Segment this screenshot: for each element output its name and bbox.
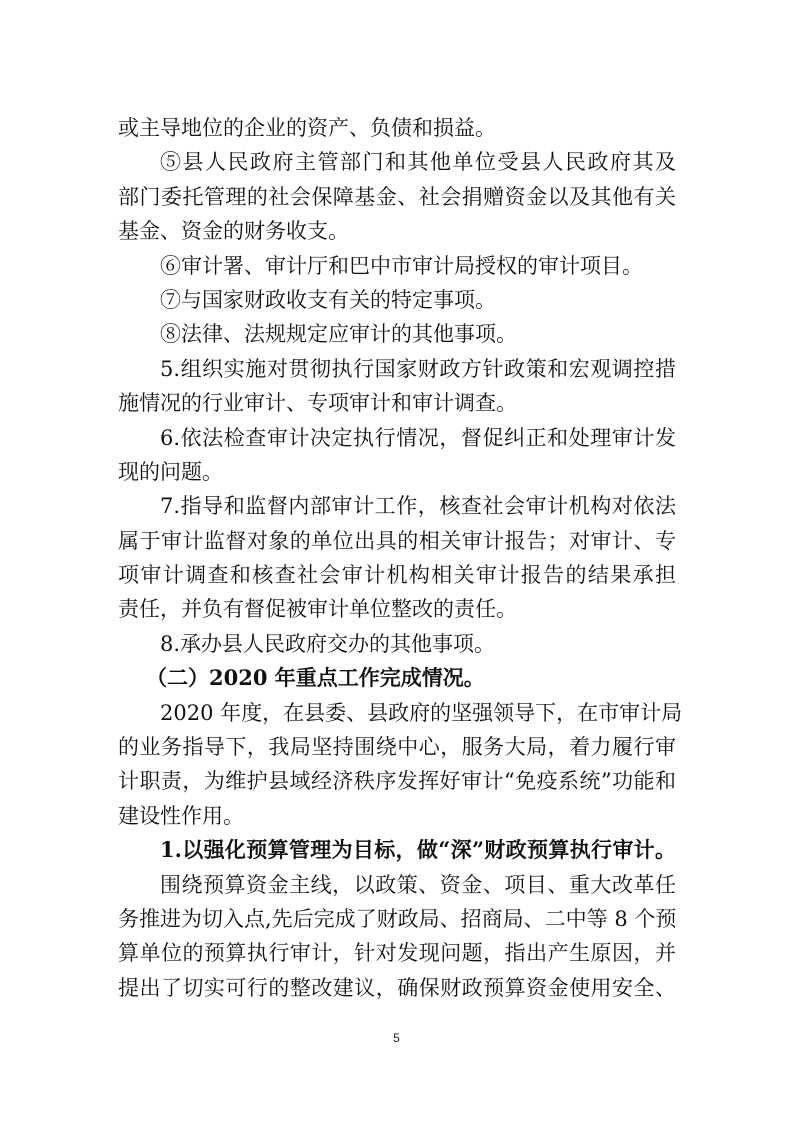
paragraph-line: 8.承办县人民政府交办的其他事项。 bbox=[160, 631, 496, 656]
subsection-heading: 1.以强化预算管理为目标，做“深”财政预算执行审计。 bbox=[160, 837, 676, 863]
paragraph-line: 5.组织实施对贯彻执行国家财政方针政策和宏观调控措 bbox=[160, 356, 676, 381]
paragraph-line: ⑥审计署、审计厅和巴中市审计局授权的审计项目。 bbox=[160, 253, 643, 278]
paragraph-line: 施情况的行业审计、专项审计和审计调查。 bbox=[118, 391, 517, 416]
paragraph-line: ⑧法律、法规规定应审计的其他事项。 bbox=[160, 322, 517, 347]
paragraph-line: 的业务指导下，我局坚持围绕中心，服务大局，着力履行审 bbox=[118, 735, 676, 760]
paragraph-line: 或主导地位的企业的资产、负债和损益。 bbox=[118, 116, 496, 140]
document-body bbox=[118, 111, 683, 1005]
page-number: 5 bbox=[393, 1031, 400, 1045]
paragraph-line: 算单位的预算执行审计，针对发现问题，指出产生原因，并 bbox=[118, 941, 676, 966]
paragraph-line: 属于审计监督对象的单位出具的相关审计报告；对审计、专 bbox=[118, 528, 676, 553]
paragraph-line: 现的问题。 bbox=[118, 459, 223, 484]
paragraph-line: 务推进为切入点,先后完成了财政局、招商局、二中等 8 个预 bbox=[118, 906, 677, 931]
paragraph-line: 责任，并负有督促被审计单位整改的责任。 bbox=[118, 597, 517, 622]
section-heading: （二）2020 年重点工作完成情况。 bbox=[146, 665, 485, 691]
paragraph-line: 围绕预算资金主线，以政策、资金、项目、重大改革任 bbox=[160, 872, 676, 897]
paragraph-line: ⑤县人民政府主管部门和其他单位受县人民政府其及 bbox=[160, 150, 676, 175]
paragraph-line: 基金、资金的财务收支。 bbox=[118, 219, 349, 244]
paragraph-line: 建设性作用。 bbox=[118, 803, 244, 828]
paragraph-line: 2020 年度，在县委、县政府的坚强领导下，在市审计局 bbox=[160, 700, 683, 725]
paragraph-line: 6.依法检查审计决定执行情况，督促纠正和处理审计发 bbox=[160, 425, 676, 450]
paragraph-line: 7.指导和监督内部审计工作，核查社会审计机构对依法 bbox=[160, 494, 676, 519]
paragraph-line: 提出了切实可行的整改建议，确保财政预算资金使用安全、 bbox=[118, 975, 676, 1000]
paragraph-line: 部门委托管理的社会保障基金、社会捐赠资金以及其他有关 bbox=[118, 184, 676, 209]
paragraph-line: ⑦与国家财政收支有关的特定事项。 bbox=[160, 287, 496, 312]
paragraph-line: 项审计调查和核查社会审计机构相关审计报告的结果承担 bbox=[118, 563, 676, 588]
paragraph-line: 计职责，为维护县域经济秩序发挥好审计“免疫系统”功能和 bbox=[118, 769, 676, 794]
